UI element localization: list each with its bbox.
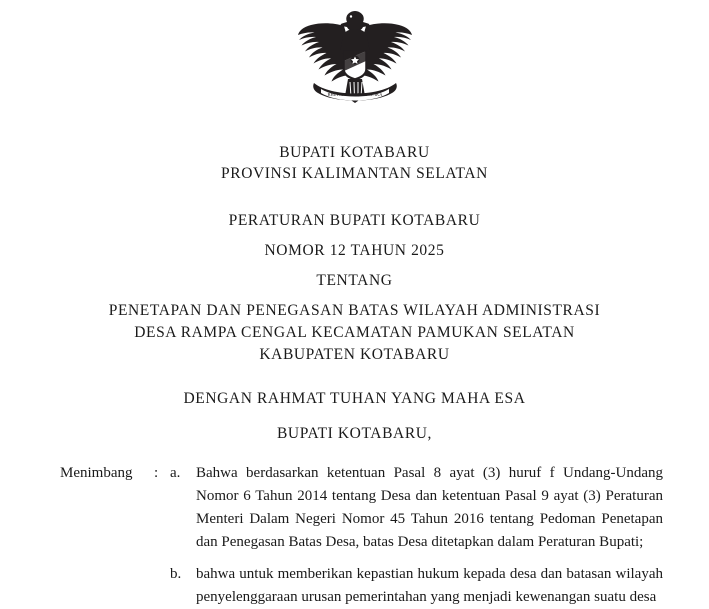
emblem-container	[42, 0, 667, 112]
header-number: NOMOR 12 TAHUN 2025	[264, 242, 445, 259]
considerans-section	[42, 462, 667, 609]
considerans-letter-b: b.	[170, 566, 182, 582]
header-title-line3: KABUPATEN KOTABARU	[259, 346, 450, 363]
header-title-line1: PENETAPAN DAN PENEGASAN BATAS WILAYAH ADMINISTRASI	[108, 302, 601, 319]
considerans-text-b: bahwa untuk memberikan kepastian hukum kepada desa dan batasan wilayah penyelenggaraan urusan pemerintahan yang menjadi kewenangan suatu desa	[196, 566, 663, 605]
considerans-item-a	[42, 462, 667, 554]
considerans-text-a: Bahwa berdasarkan ketentuan Pasal 8 ayat (3) huruf f Undang-Undang Nomor 6 Tahun 2014 tentang Desa dan ketentuan Pasal 9 ayat (3) Peraturan Menteri Dalam Negeri Nomor 45 Tahun 2016 tentang Pedoman Penetapan dan Penegasan Batas Desa, batas Desa ditetapkan dalam Peraturan Bupati;	[196, 465, 663, 550]
header-official: BUPATI KOTABARU,	[276, 425, 433, 442]
svg-text:BHINNEKA TUNGGAL IKA: BHINNEKA TUNGGAL IKA	[327, 92, 382, 97]
considerans-colon: :	[154, 465, 159, 481]
header-bupati: BUPATI KOTABARU	[279, 144, 430, 161]
considerans-letter-a: a.	[170, 465, 181, 481]
header-blessing: DENGAN RAHMAT TUHAN YANG MAHA ESA	[183, 390, 526, 407]
considerans-label: Menimbang	[60, 465, 133, 481]
header-tentang: TENTANG	[316, 272, 393, 289]
header-regulation-label: PERATURAN BUPATI KOTABARU	[228, 212, 481, 229]
header-title-line2: DESA RAMPA CENGAL KECAMATAN PAMUKAN SELATAN	[134, 324, 575, 341]
considerans-item-b	[42, 563, 667, 609]
header-provinsi: PROVINSI KALIMANTAN SELATAN	[221, 165, 488, 182]
garuda-pancasila-emblem	[296, 8, 414, 112]
document-header	[42, 142, 667, 444]
